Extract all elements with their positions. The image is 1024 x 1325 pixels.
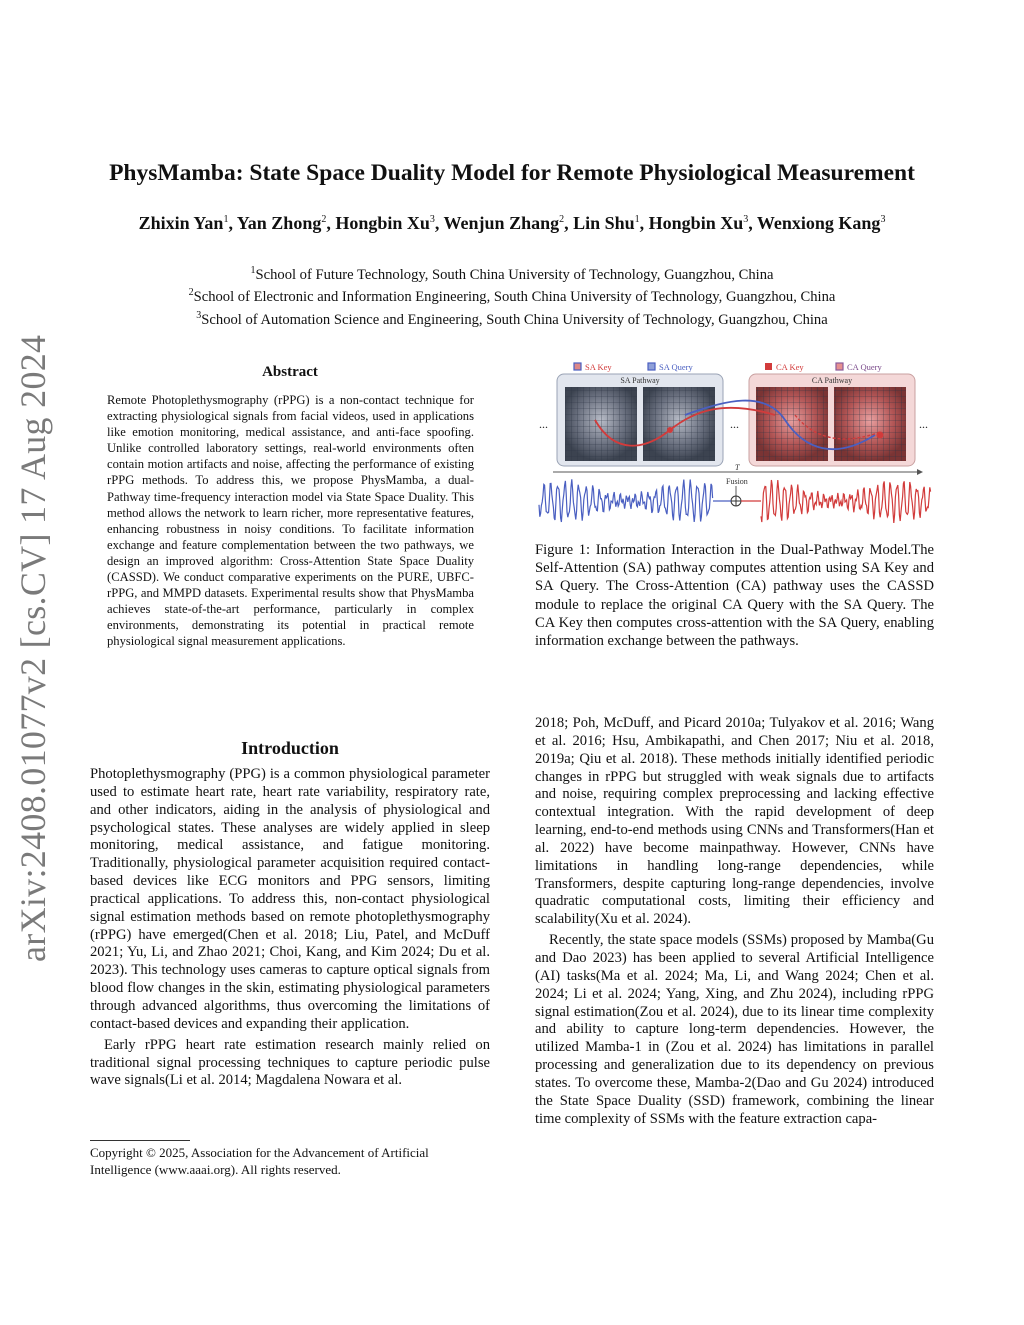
legend-sa-key: SA Key [585, 362, 612, 372]
right-column-body [535, 715, 934, 1128]
author-list [110, 207, 914, 236]
sa-pathway-label: SA Pathway [620, 376, 660, 385]
author-name: , Wenxiong Kang [748, 213, 881, 233]
left-column-body [90, 766, 490, 1090]
affiliation-mark: 3 [743, 214, 749, 225]
figure-1 [535, 360, 935, 530]
affiliation-mark: 2 [559, 214, 565, 225]
ellipsis-right: ... [919, 417, 928, 431]
author-name: , Hongbin Xu [639, 213, 744, 233]
affiliation-line [60, 307, 964, 329]
sa-key-swatch [574, 363, 581, 370]
paper-title: PhysMamba: State Space Duality Model for Remote Physiological Measurement [109, 160, 915, 186]
arxiv-identifier: arXiv:2408.01077v2 [cs.CV] 17 Aug 2024 [13, 334, 53, 962]
affiliation-mark: 3 [429, 214, 435, 225]
affiliation-mark: 1 [223, 214, 229, 225]
time-axis-label: T [735, 463, 740, 472]
footnote-rule [90, 1140, 190, 1141]
ellipsis-left: ... [539, 417, 548, 431]
ca-grid-2 [834, 387, 906, 461]
affiliation-text: School of Future Technology, South China University of Technology, Guangzhou, China [255, 266, 774, 283]
dual-pathway-diagram [535, 360, 935, 530]
abstract-text: Remote Photoplethysmography (rPPG) is a non-contact technique for extracting physiological signals from facial videos, used in applications like emotion monitoring, medical assistance, and anti-face spoofing. Unlike controlled laboratory settings, real-world environments often contain motion artifacts and noise, affecting the performance of existing rPPG methods. To address this, we propose PhysMamba, a dual-Pathway time-frequency interaction model via State Space Duality. This method allows the network to learn richer, more representative features, enhancing robustness in noisy conditions. To facilitate information exchange and feature complementation between the two pathways, we design an improved algorithm: Cross-Attention State Space Duality (CASSD). We conduct comparative experiments on the PURE, UBFC-rPPG, and MMPD datasets. Experimental results show that PhysMamba achieves state-of-the-art performance, particularly in complex environments, demonstrating its potential in practical remote physiological signal measurement applications. [107, 393, 474, 649]
sa-key-point [667, 427, 673, 433]
legend-ca-key: CA Key [776, 362, 804, 372]
sa-grid-1 [565, 387, 637, 461]
ellipsis-middle: ... [730, 417, 739, 431]
affiliation-text: School of Automation Science and Engineering, South China University of Technology, Guangzhou, China [201, 311, 828, 328]
fusion-label: Fusion [726, 477, 748, 486]
ca-signal-wave [761, 480, 931, 523]
affiliation-text: School of Electronic and Information Engineering, South China University of Technology, Guangzhou, China [193, 289, 836, 306]
affiliations [60, 262, 964, 329]
paragraph: Early rPPG heart rate estimation research mainly relied on traditional signal processing techniques to capture periodic pulse wave signals(Li et al. 2014; Magdalena Nowara et al. [90, 1036, 490, 1089]
legend-sa-query: SA Query [659, 362, 693, 372]
affiliation-mark: 1 [250, 265, 256, 276]
ca-grid-1 [756, 387, 828, 461]
affiliation-mark: 2 [188, 287, 194, 299]
introduction-heading: Introduction [241, 738, 339, 758]
abstract-heading: Abstract [262, 364, 318, 380]
ca-key-point [877, 432, 884, 439]
copyright-footnote: Copyright © 2025, Association for the Advancement of Artificial Intelligence (www.aaai.org). All rights reserved. [90, 1145, 429, 1177]
affiliation-line [60, 284, 964, 306]
affiliation-mark: 3 [880, 214, 886, 225]
paragraph: 2018; Poh, McDuff, and Picard 2010a; Tulyakov et al. 2016; Wang et al. 2016; Hsu, Ambikapathi, and Chen 2017; Niu et al. 2018, 2019a; Qiu et al. 2018). These methods initially identified periodic changes in rPPG but struggled with weak signals due to artifacts and noise, requiring complex preprocessing and lacking effective contextual integration. With the rapid development of deep learning, end-to-end methods using CNNs and Transformers(Han et al. 2022) have become mainpathway. However, CNNs have limitations in handling long-range dependencies, while Transformers, despite capturing long-range dependencies, involve quadratic computational costs, limiting their efficiency and scalability(Xu et al. 2024). [535, 715, 934, 928]
paragraph: Photoplethysmography (PPG) is a common physiological parameter used to estimate heart rate, heart rate variability, respiratory rate, and other indicators, aiding in the analysis of physiological and psychological states. These analyses are widely applied in sleep monitoring, medical assistance, and fatigue monitoring. Traditionally, physiological parameter acquisition required contact-based devices like ECG monitors and PPG sensors, limiting practical applications. To address this, non-contact physiological signal estimation methods based on remote photoplethysmography (rPPG) have emerged(Chen et al. 2018; Liu, Patel, and McDuff 2021; Yu, Li, and Zhao 2021; Choi, Kang, and Kim 2024; Du et al. 2023). This technology uses cameras to capture optical signals from blood flow changes in the skin, estimating physiological parameters through advanced algorithms, thus overcoming the limitations of contact-based devices and expanding their application. [90, 766, 490, 1032]
sa-signal-wave [539, 479, 713, 522]
ca-query-swatch [836, 363, 843, 370]
paragraph: Recently, the state space models (SSMs) proposed by Mamba(Gu and Dao 2023) has been applied to several Artificial Intelligence (AI) tasks(Ma et al. 2024; Ma, Li, and Wang 2024; Chen et al. 2024; Li et al. 2024; Yang, Xing, and Zhu 2024), including rPPG signal estimation(Zou et al. 2024), due to its linear time complexity and ability to capture long-term dependencies. However, the utilized Mamba-1 in (Zou et al. 2024) has limitations in parallel processing and generalization due to its dependency on previous states. To overcome these, Mamba-2(Dao and Gu 2024) introduced the State Space Duality (SSD) framework, combining the linear time complexity of SSMs with the feature extraction capa- [535, 932, 934, 1127]
ca-pathway-label: CA Pathway [811, 376, 853, 385]
affiliation-line [60, 262, 964, 284]
sa-query-swatch [648, 363, 655, 370]
figure-caption: Figure 1: Information Interaction in the Dual-Pathway Model.The Self-Attention (SA) pathway computes attention using SA Key and SA Query. The Cross-Attention (CA) pathway uses the CASSD module to replace the original CA Query with the SA Query. The CA Key then computes cross-attention with the SA Query, enabling information exchange between the pathways. [535, 542, 934, 650]
author-name: , Wenjun Zhang [434, 213, 560, 233]
time-arrow-head [917, 469, 923, 475]
affiliation-mark: 2 [321, 214, 327, 225]
author-name: , Lin Shu [564, 213, 635, 233]
author-name: , Hongbin Xu [326, 213, 430, 233]
affiliation-mark: 3 [196, 309, 202, 321]
affiliation-mark: 1 [634, 214, 640, 225]
ca-key-swatch [765, 363, 772, 370]
author-name: , Yan Zhong [228, 213, 322, 233]
legend-ca-query: CA Query [847, 362, 882, 372]
author-name: Zhixin Yan [138, 213, 224, 233]
